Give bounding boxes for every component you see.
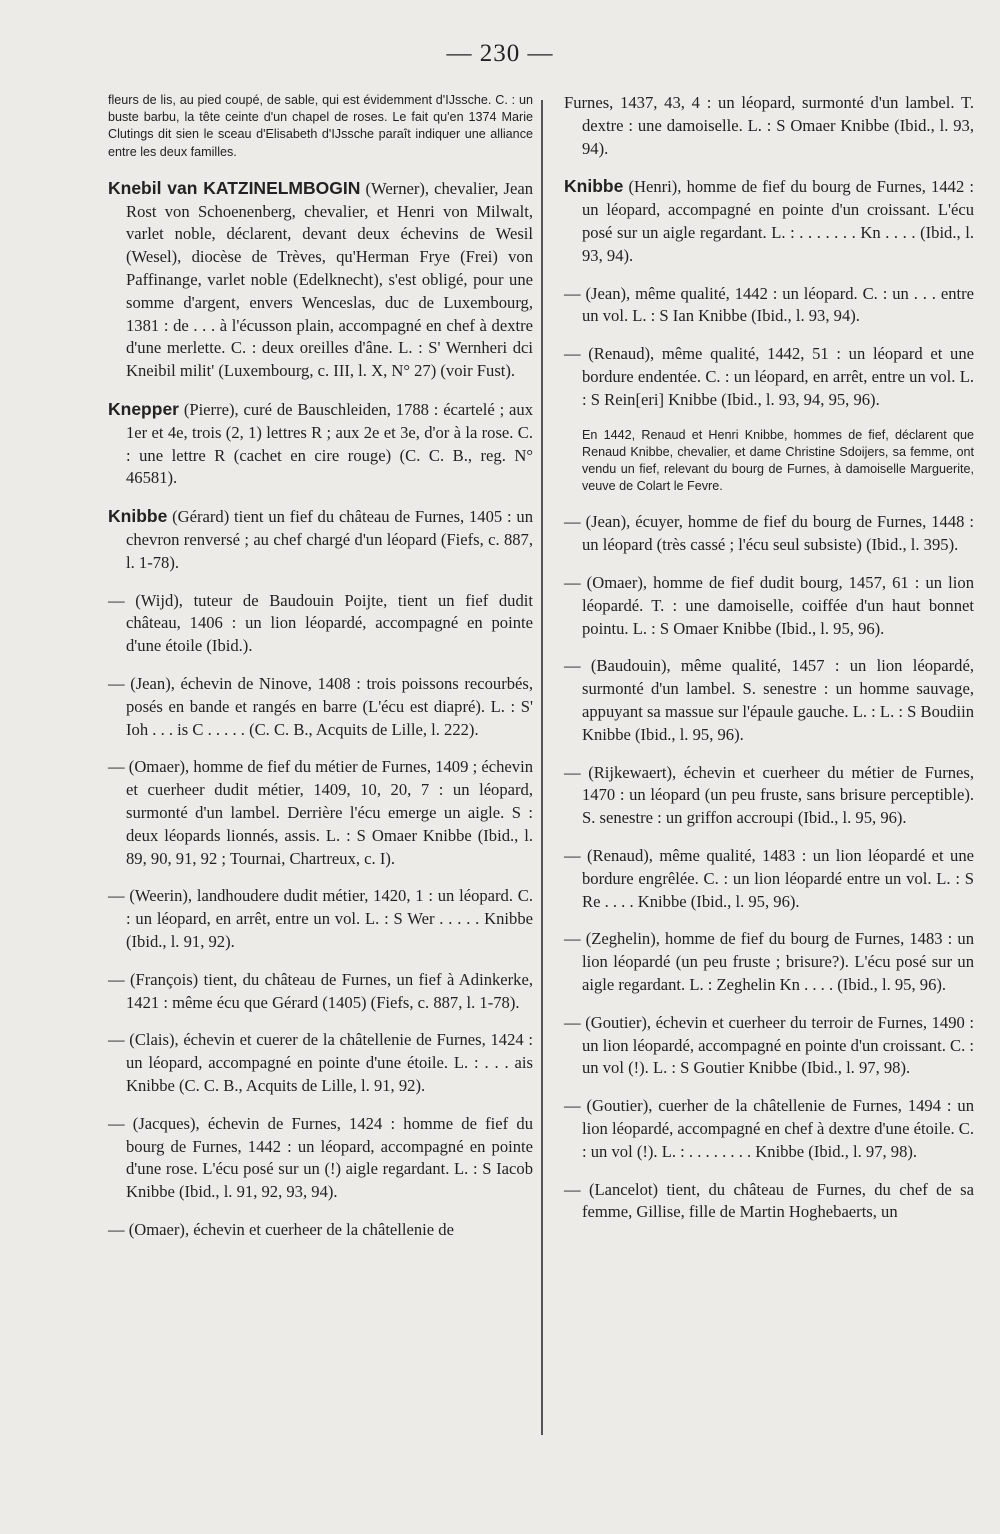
entry-headword: Knibbe xyxy=(108,506,168,527)
entry-text: — (Goutier), échevin et cuerheer du terroir de Furnes, 1490 : un lion léopardé, accompagné en pointe d'un croissant. C. : un vol (!). L. : S Goutier Knibbe (Ibid., l. 97, 98). xyxy=(564,1012,974,1078)
entry-text: — (Omaer), homme de fief du métier de Furnes, 1409 ; échevin et cuerheer dudit métier, 1409, 10, 20, 7 : un léopard, surmonté d'un lambel. Derrière l'écu emerge un aigle. S : deux léopards lionnés, assis. L. : S Omaer Knibbe (Ibid., l. 89, 90, 91, 92 ; Tournai, Chartreux, c. I). xyxy=(108,757,533,868)
entry xyxy=(108,177,533,383)
entry xyxy=(564,1179,974,1225)
entry-headword: Knepper xyxy=(108,398,179,419)
entry xyxy=(564,572,974,640)
entry xyxy=(108,1219,533,1242)
left-entries xyxy=(108,177,533,1242)
entry xyxy=(564,1095,974,1163)
entry-text: — (Jean), écuyer, homme de fief du bourg de Furnes, 1448 : un léopard (très cassé ; l'écu seul subsiste) (Ibid., l. 395). xyxy=(564,512,974,555)
entry xyxy=(564,845,974,913)
entry-text: — (Omaer), échevin et cuerheer de la châtellenie de xyxy=(108,1219,454,1239)
left-column xyxy=(108,92,533,1257)
entry-text: — (Goutier), cuerher de la châtellenie de Furnes, 1494 : un lion léopardé, accompagné en chef à dextre d'une étoile. C. : un vol (!). L. : . . . . . . . . Knibbe (Ibid., l. 97, 98). xyxy=(564,1096,974,1161)
entry-text: (Werner), chevalier, Jean Rost von Schoenenberg, chevalier, et Henri von Milwalt, varlet noble, déclarent, devant deux échevins de Wesil (Wesel), diocèse de Trèves, qu'Herman Frye (Frei) von Paffinange, varlet noble (Edelknecht), s'est obligé, pour une somme d'argent, envers Wenceslas, duc de Luxembourg, 1381 : de . . . à l'écusson plain, accompagné en chef à dextre d'une merlette. C. : deux oreilles d'âne. L. : S' Wernheri dci Kneibil milit' (Luxembourg, c. III, l. X, N° 27) (voir Fust). xyxy=(126,178,533,381)
entry xyxy=(108,673,533,741)
entry-text: — (Jacques), échevin de Furnes, 1424 : homme de fief du bourg de Furnes, 1442 : un léopard, accompagné en pointe d'une rose. L'écu posé sur un (!) aigle regardant. L. : S Iacob Knibbe (Ibid., l. 91, 92, 93, 94). xyxy=(108,1113,533,1202)
entry-headword: Knibbe xyxy=(564,176,624,197)
entry-headword: Knebil van KATZINELMBOGIN xyxy=(108,177,361,198)
entry-text: — (Lancelot) tient, du château de Furnes, du chef de sa femme, Gillise, fille de Martin Hoghebaerts, un xyxy=(564,1179,974,1222)
entry-text: Furnes, 1437, 43, 4 : un léopard, surmonté d'un lambel. T. dextre : une damoiselle. L. : S Omaer Knibbe (Ibid., l. 93, 94). xyxy=(564,93,974,158)
entry xyxy=(108,398,533,490)
footnote: En 1442, Renaud et Henri Knibbe, hommes de fief, déclarent que Renaud Knibbe, chevalier, et dame Christine Sdoijers, sa femme, ont vendu un fief, relevant du bourg de Furnes, à damoiselle Marguerite, veuve de Colart le Fevre. xyxy=(582,427,974,494)
entry-text: — (Rijkewaert), échevin et cuerheer du métier de Furnes, 1470 : un léopard (un peu fruste, sans brisure perceptible). S. senestre : un griffon accroupi (Ibid., l. 95, 96). xyxy=(564,762,974,828)
entry xyxy=(564,762,974,830)
entry-text: — (Baudouin), même qualité, 1457 : un lion léopardé, surmonté d'un lambel. S. senestre : un homme sauvage, appuyant sa massue sur l'épaule gauche. L. : L. : S Boudiin Knibbe (Ibid., l. 95, 96). xyxy=(564,656,974,744)
right-entries-a xyxy=(564,92,974,412)
page-number: — 230 — xyxy=(446,40,554,67)
entry xyxy=(108,1113,533,1204)
entry xyxy=(564,511,974,557)
entry-text: (Pierre), curé de Bauschleiden, 1788 : écartelé ; aux 1er et 4e, trois (2, 1) lettres R ; aux 2e et 3e, d'or à la rose. C. : une lettre R (cachet en cire rouge) (C. C. B., reg. N° 46581). xyxy=(126,399,533,488)
entry xyxy=(108,1029,533,1097)
entry xyxy=(108,969,533,1015)
entry-text: — (Renaud), même qualité, 1483 : un lion léopardé et une bordure engrêlée. C. : un lion léopardé entre un vol. L. : S Re . . . . Knibbe (Ibid., l. 95, 96). xyxy=(564,845,974,911)
column-divider xyxy=(541,100,543,1435)
right-column xyxy=(564,92,974,1239)
entry xyxy=(564,343,974,411)
entry-text: — (Jean), même qualité, 1442 : un léopard. C. : un . . . entre un vol. L. : S Ian Knibbe (Ibid., l. 93, 94). xyxy=(564,283,974,326)
entry-text: — (Zeghelin), homme de fief du bourg de Furnes, 1483 : un lion léopardé (un peu fruste ; brisure?). L'écu posé sur un aigle regardant. L. : Zeghelin Kn . . . . (Ibid., l. 95, 96). xyxy=(564,929,974,994)
entry-text: — (Renaud), même qualité, 1442, 51 : un léopard et une bordure endentée. C. : un léopard, en arrêt, entre un vol. L. : S Rein[eri] Knibbe (Ibid., l. 93, 94, 95, 96). xyxy=(564,344,974,409)
entry xyxy=(564,928,974,996)
entry-text: — (Clais), échevin et cuerer de la châtellenie de Furnes, 1424 : un léopard, accompagné en pointe d'une étoile. L. : . . . ais Knibbe (C. C. B., Acquits de Lille, l. 91, 92). xyxy=(108,1030,533,1095)
entry-text: — (Jean), échevin de Ninove, 1408 : trois poissons recourbés, posés en bande et rangés en barre (L'écu est diapré). L. : S' Ioh . . . is C . . . . . (C. C. B., Acquits de Lille, l. 222). xyxy=(108,673,533,739)
entry-text: — (Wijd), tuteur de Baudouin Poijte, tient un fief dudit château, 1406 : un lion léopardé, accompagné en pointe d'une étoile (Ibid.). xyxy=(108,590,533,656)
entry xyxy=(108,885,533,953)
entry-text: — (Omaer), homme de fief dudit bourg, 1457, 61 : un lion léopardé. T. : une damoiselle, coiffée d'un haut bonnet pointu. L. : S Omaer Knibbe (Ibid., l. 95, 96). xyxy=(564,572,974,638)
entry-text: — (François) tient, du château de Furnes, un fief à Adinkerke, 1421 : même écu que Gérard (1405) (Fiefs, c. 887, l. 1-78). xyxy=(108,969,533,1012)
entry xyxy=(564,283,974,329)
footnote: fleurs de lis, au pied coupé, de sable, qui est évidemment d'IJssche. C. : un buste barbu, la tête ceinte d'un chapel de roses. Le fait qu'en 1374 Marie Clutings dit sien le sceau d'Elisabeth d'IJssche paraît indiquer une alliance entre les deux familles. xyxy=(108,93,533,159)
right-entries-b xyxy=(564,511,974,1224)
entry-text: (Henri), homme de fief du bourg de Furnes, 1442 : un léopard, accompagné en pointe d'un croissant. L'écu posé sur un aigle regardant. L. : . . . . . . . Kn . . . . (Ibid., l. 93, 94). xyxy=(582,177,974,265)
entry-text: — (Weerin), landhoudere dudit métier, 1420, 1 : un léopard. C. : un léopard, en arrêt, entre un vol. L. : S Wer . . . . . Knibbe (Ibid., l. 91, 92). xyxy=(108,886,533,951)
entry xyxy=(564,175,974,267)
entry xyxy=(564,1012,974,1080)
entry-text: (Gérard) tient un fief du château de Furnes, 1405 : un chevron renversé ; au chef chargé d'un léopard (Fiefs, c. 887, l. 1-78). xyxy=(126,507,533,572)
entry xyxy=(564,92,974,160)
entry xyxy=(108,756,533,870)
entry xyxy=(564,655,974,746)
entry xyxy=(108,590,533,658)
entry xyxy=(108,505,533,574)
